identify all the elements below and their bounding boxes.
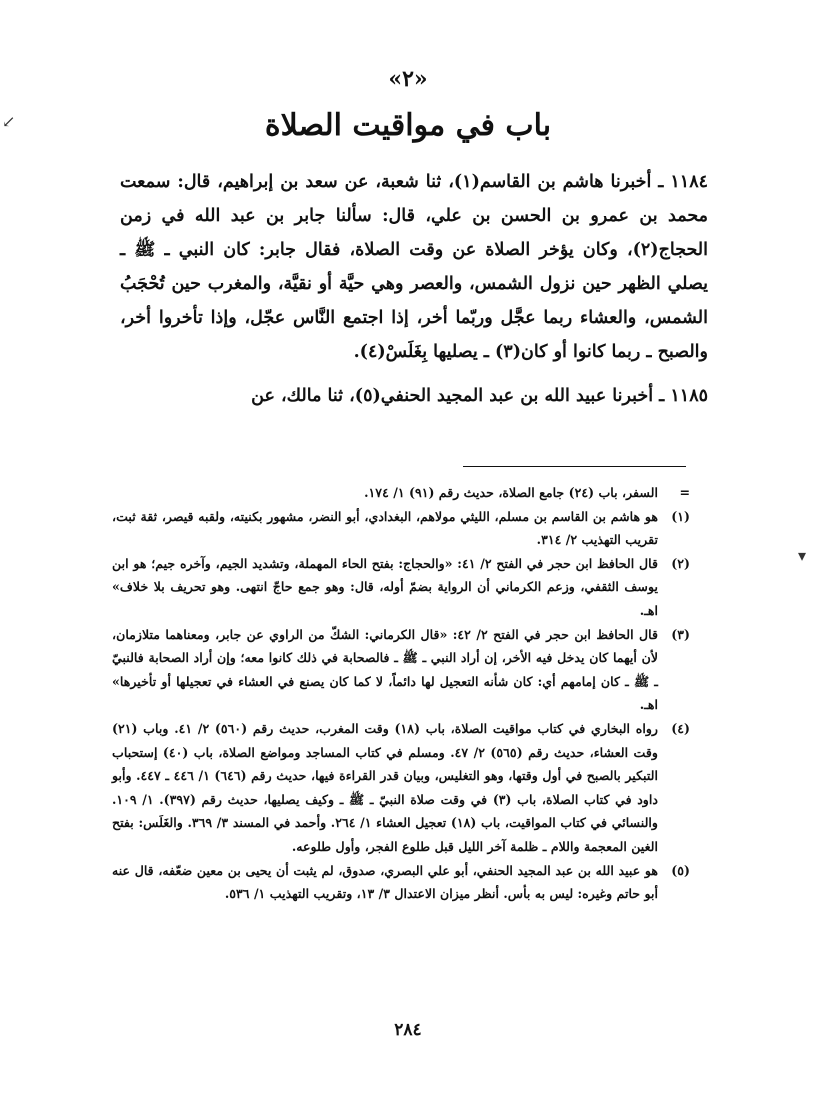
footnote-text: رواه البخاري في كتاب مواقيت الصلاة، باب (١٨) وقت المغرب، حديث رقم (٥٦٠) ٢/ ٤١. وباب (٢١) وقت العشاء، حديث رقم (٥٦٥) ٢/ ٤٧. ومسلم في كتاب المساجد ومواضع الصلاة، باب (٤٠) إستحباب التبكير بالصبح في أول وقتها، وهو التغليس، وبيان قدر القراءة فيها، حديث رقم (٦٤٦) ١/ ٤٤٦ ـ ٤٤٧. وأبو داود في كتاب الصلاة، باب (٣) في وقت صلاة النبيّ ـ ﷺ ـ وكيف يصليها، حديث رقم (٣٩٧). ١/ ١٠٩. والنسائي في كتاب المواقيت، باب (١٨) تعجيل العشاء ١/ ٢٦٤. وأحمد في المسند ٣/ ٣٦٩. والغَلَس: بفتح الغين المعجمة واللام ـ ظلمة آخر الليل قبل طلوع الفجر، وأول طلوعه. <box>112 720 659 854</box>
scan-edge-mark-icon: ↙ <box>2 112 16 131</box>
footnote-3 <box>112 623 690 717</box>
footnote-marker: (٢) <box>671 555 690 571</box>
chapter-number: «٢» <box>388 66 428 92</box>
footnotes <box>112 481 690 906</box>
footnote-5 <box>112 859 690 906</box>
footnote-text: قال الحافظ ابن حجر في الفتح ٢/ ٤١: «والحجاج: بفتح الحاء المهملة، وتشديد الجيم، وآخره جيم؛ هو ابن يوسف الثقفي، وزعم الكرماني أن الرواية بضمّ أوله، قال: وهو جمع حاجّ انتهى. وهو تحريف بلا خلاف» اهـ. <box>112 555 658 618</box>
footnote-continuation <box>112 481 690 505</box>
footnote-4 <box>112 717 690 859</box>
main-text <box>120 165 708 413</box>
footnote-separator <box>463 466 686 467</box>
footnote-marker: = <box>679 485 690 500</box>
hadith-1184: ١١٨٤ ـ أخبرنا هاشم بن القاسم(١)، ثنا شعبة، عن سعد بن إبراهيم، قال: سمعت محمد بن عمرو بن الحسن بن علي، قال: سألنا جابر بن عبد الله في زمن الحجاج(٢)، وكان يؤخر الصلاة عن وقت الصلاة، فقال جابر: كان النبي ـ ﷺ ـ يصلي الظهر حين نزول الشمس، والعصر وهي حيَّة أو نقيَّة، والمغرب حين تُحْجَبُ الشمس، والعشاء ربما عجَّل وربّما أخر، إذا اجتمع النَّاس عجّل، وإذا تأخروا أخر، والصبح ـ ربما كانوا أو كان(٣) ـ يصليها بِغَلَسْ(٤). <box>120 172 708 362</box>
hadith-1185: ١١٨٥ ـ أخبرنا عبيد الله بن عبد المجيد الحنفي(٥)، ثنا مالك، عن <box>251 386 708 406</box>
footnote-marker: (١) <box>671 508 690 524</box>
footnote-2 <box>112 552 690 623</box>
scan-edge-mark-icon: ▾ <box>798 546 807 565</box>
footnote-marker: (٣) <box>671 626 690 642</box>
footnote-text: قال الحافظ ابن حجر في الفتح ٢/ ٤٢: «قال الكرماني: الشكّ من الراوي عن جابر، ومعناهما متلازمان، لأن أيهما كان يدخل فيه الأخر، إن أراد النبي ـ ﷺ ـ فالصحابة في ذلك كانوا معه؛ وإن أراد الصحابة فالنبيّ ـ ﷺ ـ كان إمامهم أي: كان شأنه التعجيل لها دائماً، لا كما كان يصنع في العشاء في تعجيلها أو تأخيرها» اهـ. <box>112 626 659 713</box>
footnote-marker: (٥) <box>671 862 690 878</box>
footnote-marker: (٤) <box>671 720 690 736</box>
chapter-title: باب في مواقيت الصلاة <box>264 108 552 143</box>
footnote-text: هو عبيد الله بن عبد المجيد الحنفي، أبو علي البصري، صدوق، لم يثبت أن يحيى بن معين ضعّفه، قال عنه أبو حاتم وغيره: ليس به بأس. أنظر ميزان الاعتدال ٣/ ١٣، وتقريب التهذيب ١/ ٥٣٦. <box>112 862 658 902</box>
page-number: ٢٨٤ <box>394 1020 422 1040</box>
footnote-text: هو هاشم بن القاسم بن مسلم، الليثي مولاهم، البغدادي، أبو النضر، مشهور بكنيته، ولقبه قيصر، ثقة ثبت، تقريب التهذيب ٢/ ٣١٤. <box>112 508 658 548</box>
footnote-text: السفر، باب (٢٤) جامع الصلاة، حديث رقم (٩١) ١/ ١٧٤. <box>364 485 658 500</box>
footnote-1 <box>112 505 690 552</box>
